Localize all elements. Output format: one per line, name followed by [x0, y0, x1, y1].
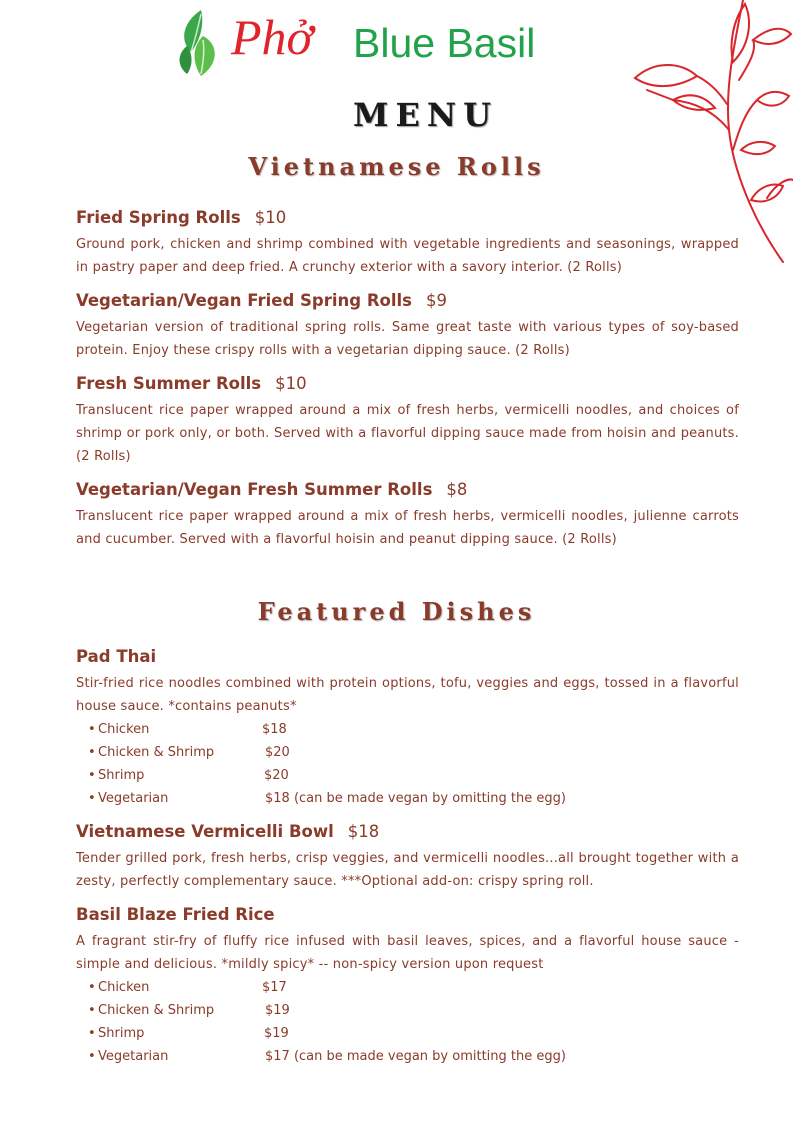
item-name: Basil Blaze Fried Rice — [76, 905, 275, 924]
brand-name-blue-basil: Blue Basil — [353, 20, 536, 66]
bullet-icon: • — [88, 1003, 96, 1018]
item-title-pad-thai — [76, 647, 156, 666]
item-title-vermicelli-bowl — [76, 822, 379, 841]
menu-title: MENU — [353, 96, 498, 134]
bullet-icon: • — [88, 980, 96, 995]
item-description-fried-spring-rolls: Ground pork, chicken and shrimp combined with vegetable ingredients and seasonings, wrapped in pastry paper and deep fried. A crunchy exterior with a savory interior. (2 Rolls) — [76, 237, 739, 275]
item-description-fresh-summer-rolls: Translucent rice paper wrapped around a mix of fresh herbs, vermicelli noodles, and choices of shrimp or pork only, or both. Served with a flavorful dipping sauce made from hoisin and peanuts. (2 Rolls) — [76, 403, 739, 464]
brand-logo — [175, 6, 595, 84]
item-price: $10 — [275, 374, 307, 393]
bullet-icon: • — [88, 791, 96, 806]
bullet-icon: • — [88, 1049, 96, 1064]
item-name: Vietnamese Vermicelli Bowl — [76, 822, 334, 841]
item-name: Fried Spring Rolls — [76, 208, 241, 227]
item-title-fresh-summer-rolls — [76, 374, 307, 393]
brand-name-pho: Phở — [231, 9, 314, 65]
item-name: Pad Thai — [76, 647, 157, 666]
item-description-basil-blaze-fried-rice: A fragrant stir-fry of fluffy rice infused with basil leaves, spices, and a flavorful house sauce - simple and delicious. *mildly spicy* -- non-spicy version upon request — [76, 934, 739, 972]
item-description-pad-thai: Stir-fried rice noodles combined with protein options, tofu, veggies and eggs, tossed in a flavorful house sauce. *contains peanuts* — [76, 676, 739, 714]
bullet-icon: • — [88, 745, 96, 760]
item-title-vegan-fresh-summer-rolls — [76, 480, 467, 499]
basil-leaf-icon — [175, 6, 221, 82]
item-title-fried-spring-rolls — [76, 208, 286, 227]
item-price: $8 — [446, 480, 468, 499]
item-name: Vegetarian/Vegan Fresh Summer Rolls — [76, 480, 433, 499]
bullet-icon: • — [88, 1026, 96, 1041]
item-name: Vegetarian/Vegan Fried Spring Rolls — [76, 291, 412, 310]
section-title-vietnamese-rolls: Vietnamese Rolls — [248, 152, 545, 181]
item-price: $18 — [347, 822, 380, 841]
item-title-vegan-fried-spring-rolls — [76, 291, 447, 310]
bullet-icon: • — [88, 722, 96, 737]
item-price: $10 — [254, 208, 287, 227]
item-title-basil-blaze-fried-rice — [76, 905, 275, 924]
item-description-vegan-fried-spring-rolls: Vegetarian version of traditional spring rolls. Same great taste with various types of soy-based protein. Enjoy these crispy rolls with a vegetarian dipping sauce. (2 Rolls) — [76, 320, 739, 358]
section-title-featured-dishes: Featured Dishes — [257, 597, 536, 626]
item-price: $9 — [426, 291, 447, 310]
item-description-vegan-fresh-summer-rolls: Translucent rice paper wrapped around a mix of fresh herbs, vermicelli noodles, julienne carrots and cucumber. Served with a flavorful hoisin and peanut dipping sauce. (2 Rolls) — [76, 509, 739, 547]
item-description-vermicelli-bowl: Tender grilled pork, fresh herbs, crisp veggies, and vermicelli noodles...all brought together with a zesty, perfectly complementary sauce. ***Optional add-on: crispy spring roll. — [76, 851, 739, 889]
item-name: Fresh Summer Rolls — [76, 374, 262, 393]
decorative-branch-illustration — [633, 0, 793, 270]
bullet-icon: • — [88, 768, 96, 783]
